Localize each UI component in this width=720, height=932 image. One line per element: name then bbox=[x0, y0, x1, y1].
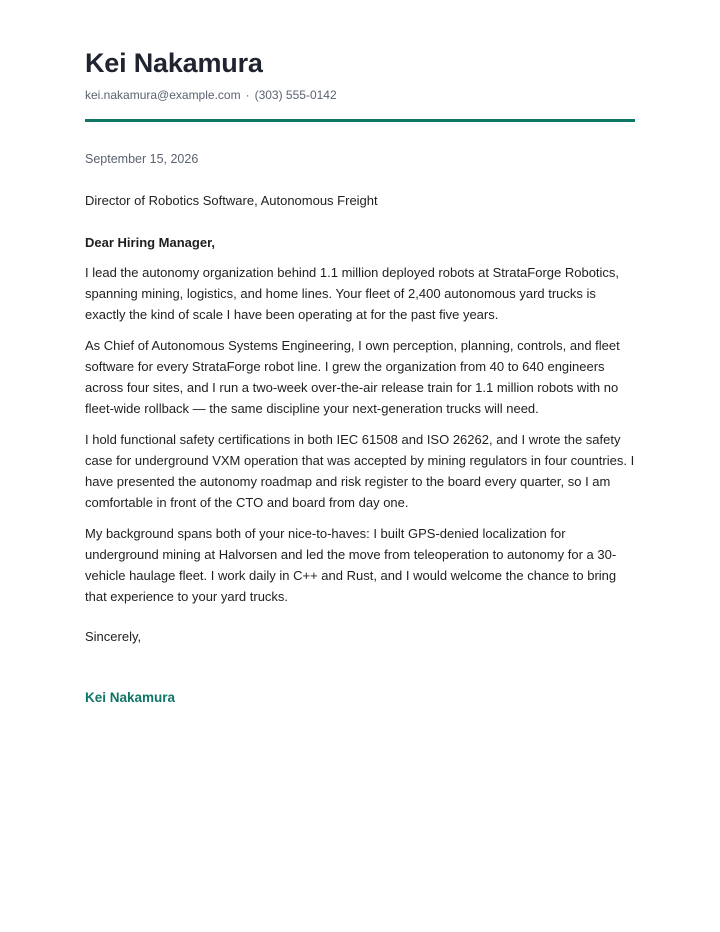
letter-date: September 15, 2026 bbox=[85, 152, 199, 166]
email-address: kei.nakamura@example.com bbox=[85, 88, 241, 102]
position-title: Director of Robotics Software, Autonomous Freight bbox=[85, 193, 378, 208]
applicant-name: Kei Nakamura bbox=[85, 48, 263, 78]
salutation: Dear Hiring Manager, bbox=[85, 235, 216, 250]
contact-line bbox=[85, 87, 635, 103]
phone-number: (303) 555-0142 bbox=[254, 88, 337, 102]
body-paragraph-1: I lead the autonomy organization behind 1.1 million deployed robots at StrataForge Robotics, spanning mining, logistics, and home lines. Your fleet of 2,400 autonomous yard trucks is exactly the kind of scale I have been operating at for the past five years. bbox=[85, 265, 620, 322]
body-paragraph-4: My background spans both of your nice-to-haves: I built GPS-denied localization for underground mining at Halvorsen and led the move from teleoperation to autonomy for a 30-vehicle haulage fleet. I work daily in C++ and Rust, and I would welcome the chance to bring that experience to your yard trucks. bbox=[85, 526, 617, 604]
contact-separator: · bbox=[245, 88, 250, 102]
letter-body bbox=[85, 262, 635, 607]
body-paragraph-2: As Chief of Autonomous Systems Engineering, I own perception, planning, controls, and fleet software for every StrataForge robot line. I grew the organization from 40 to 640 engineers across four sites, and I run a two-week over-the-air release train for 1.1 million robots with no fleet-wide rollback — the same discipline your next-generation trucks will need. bbox=[85, 338, 620, 416]
letter-header bbox=[85, 0, 635, 122]
closing-phrase: Sincerely, bbox=[85, 629, 142, 644]
header-divider bbox=[85, 119, 635, 122]
signature-name: Kei Nakamura bbox=[85, 690, 176, 705]
body-paragraph-3: I hold functional safety certifications in both IEC 61508 and ISO 26262, and I wrote the safety case for underground VXM operation that was accepted by mining regulators in four countries. I have presented the autonomy roadmap and risk register to the board every quarter, so I am comfortable in front of the CTO and board from day one. bbox=[85, 432, 635, 510]
